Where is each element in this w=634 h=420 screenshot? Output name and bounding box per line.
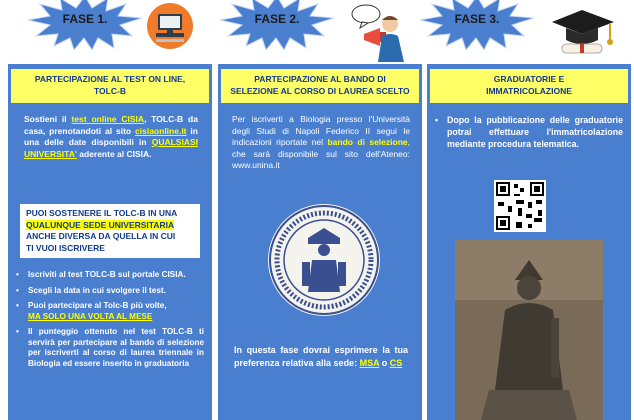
qr-code-image[interactable]: [494, 180, 546, 232]
bullet3-highlight: MA SOLO UNA VOLTA AL MESE: [28, 311, 153, 321]
phase1-intro-text1: Sostieni il: [24, 114, 72, 124]
phase1-bullets: [14, 270, 204, 374]
university-seal-image: [268, 204, 380, 316]
phase1-star: [26, 0, 144, 46]
callout-line1: PUOI SOSTENERE IL TOLC-B IN UNA: [26, 208, 178, 218]
phase1-callout: [20, 204, 200, 258]
phase2-intro-text1: Per iscriverti a Biologia presso l'Università degli Studi di Napoli Federico II segui le indicazioni riportate nel: [232, 114, 410, 147]
phase1-label: FASE 1.: [62, 12, 108, 26]
phase2-outro-text: In questa fase dovrai esprimere la tua preferenza relativa alla sede:: [234, 345, 408, 368]
phase2-label: FASE 2.: [254, 12, 300, 26]
cisiaonline-link[interactable]: cisiaonline.it: [135, 125, 187, 136]
list-item: [14, 301, 204, 322]
list-item: • Il punteggio ottenuto nel test TOLC-B ti servirà per partecipare al bando di selezione per iscriverti al corso di laurea triennale in Biologia ed essere inserito in graduatoria: [14, 327, 204, 369]
phase3-star: [418, 0, 536, 46]
phase1-intro-text4: aderente al CISIA.: [76, 148, 152, 159]
phase2-panel: [218, 64, 422, 420]
statue-photo: [455, 240, 603, 420]
graduation-cap-icon: [544, 0, 620, 60]
phase2-intro: [232, 114, 410, 172]
phase3-panel: [427, 64, 631, 420]
phase2-outro-or: o: [379, 358, 390, 368]
bando-selezione-link[interactable]: bando di selezione: [327, 137, 408, 147]
callout-line2: QUALUNQUE SEDE UNIVERSITARIA: [26, 219, 175, 230]
qualsiasi-universita-link[interactable]: QUALSIASI UNIVERSITA': [24, 137, 198, 159]
phase1-intro: [24, 114, 198, 160]
phase3-bullets: [433, 114, 623, 155]
list-item: • Iscriviti al test TOLC-B sul portale CISIA.: [14, 270, 204, 281]
phase1-header-line2: TOLC-B: [94, 86, 126, 96]
phase1-panel: [8, 64, 212, 420]
phase1-intro-text2: , TOLC-B da casa, prenotandoti al sito: [24, 114, 198, 136]
phase2-outro: [234, 344, 408, 370]
cisia-test-link[interactable]: test online CISIA: [71, 114, 145, 124]
cs-option: CS: [389, 358, 403, 368]
megaphone-person-icon: [340, 2, 416, 62]
phase2-header-line2: SELEZIONE AL CORSO DI LAUREA SCELTO: [230, 86, 410, 96]
computer-icon: [146, 2, 194, 50]
callout-line3: ANCHE DIVERSA DA QUELLA IN CUI: [26, 231, 176, 241]
callout-line4: TI VUOI ISCRIVERE: [26, 242, 105, 253]
phase1-header: [11, 69, 209, 103]
phase3-header-line2: IMMATRICOLAZIONE: [486, 86, 572, 96]
federico-seal-icon: [268, 204, 380, 316]
statue-photo-image: [455, 240, 603, 420]
phase3-header-line1: GRADUATORIE E: [493, 74, 565, 84]
qr-code-icon: [494, 180, 546, 232]
phase3-label: FASE 3.: [454, 12, 500, 26]
list-item: • Scegli la data in cui svolgere il test.: [14, 286, 204, 297]
phase2-intro-text2: , che sarà disponibile sul sito dell'Ateneo: www.unina.it: [232, 137, 410, 170]
phase1-header-line1: PARTECIPAZIONE AL TEST ON LINE,: [34, 74, 186, 84]
list-item: • Dopo la pubblicazione delle graduatorie potrai effettuare l'immatricolazione mediante procedura telematica.: [433, 114, 623, 150]
phase1-intro-text3: in una delle date disponibili in: [24, 125, 198, 147]
phase2-header-line1: PARTECIPAZIONE AL BANDO DI: [254, 74, 386, 84]
bullet3-text: Puoi partecipare al Tolc-B più volte,: [28, 301, 167, 310]
msa-option: MSA: [359, 358, 380, 368]
phase2-star: [218, 0, 336, 46]
phase3-header: [430, 69, 628, 103]
phase2-header: [221, 69, 419, 103]
